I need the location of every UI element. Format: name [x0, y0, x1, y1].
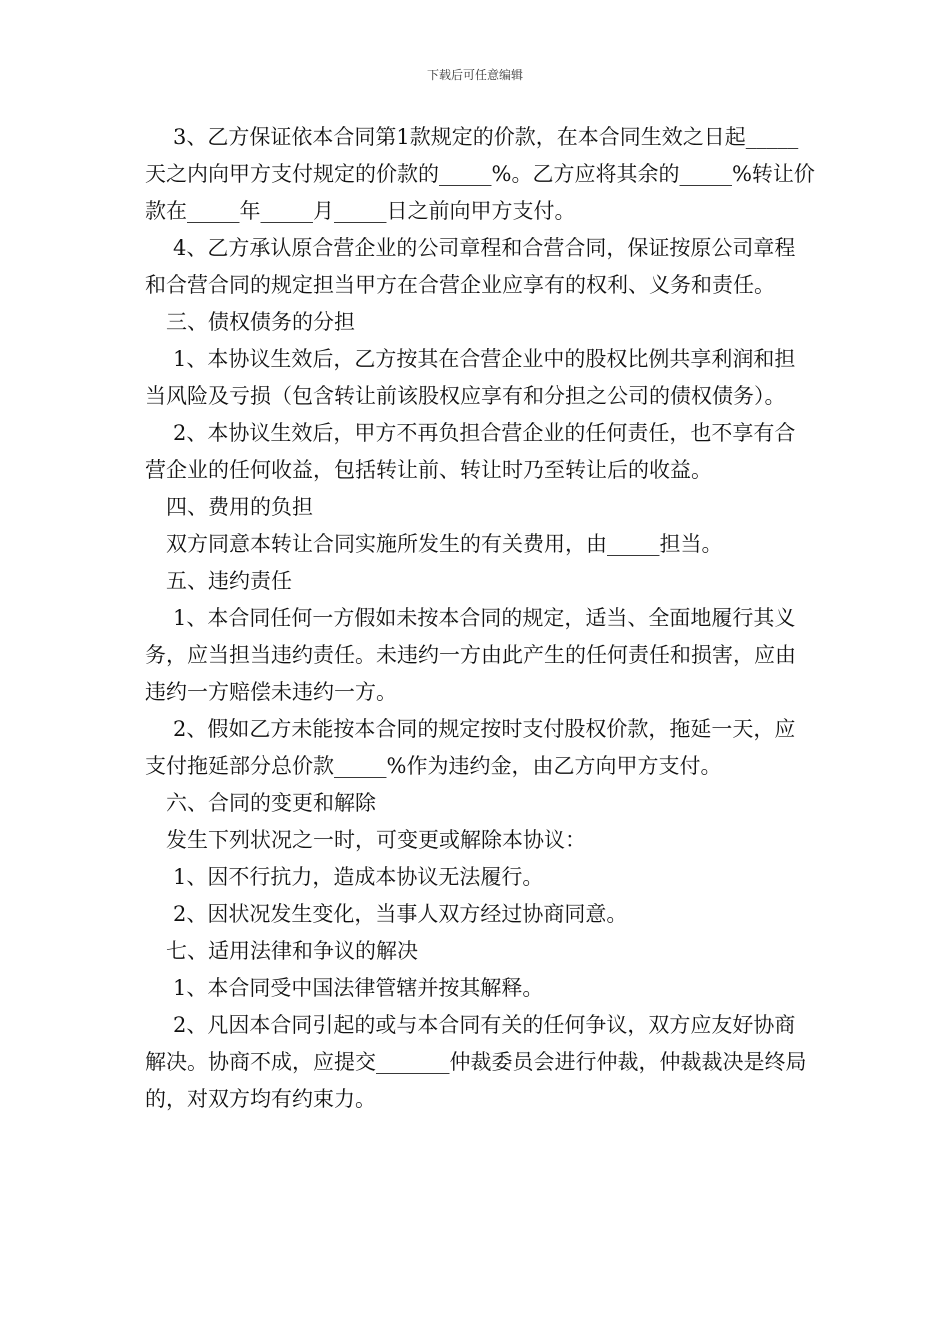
clause-paragraph: 3、乙方保证依本合同第1款规定的价款，在本合同生效之日起_____天之内向甲方支付规定的价款的_____%。乙方应将其余的_____%转让价款在_____年_____月_____日之前向甲方支付。: [145, 125, 815, 223]
clause-paragraph: 1、本合同任何一方假如未按本合同的规定，适当、全面地履行其义务，应当担当违约责任。未违约一方由此产生的任何责任和损害，应由违约一方赔偿未违约一方。: [145, 606, 796, 704]
section-heading: 五、违约责任: [166, 569, 292, 593]
clause-paragraph: 2、凡因本合同引起的或与本合同有关的任何争议，双方应友好协商解决。协商不成，应提交_______仲裁委员会进行仲裁，仲裁裁决是终局的，对双方均有约束力。: [145, 1013, 807, 1111]
section-heading: 七、适用法律和争议的解决: [166, 939, 418, 963]
page-header-note: 下载后可任意编辑: [426, 68, 523, 82]
clause-paragraph: 1、本协议生效后，乙方按其在合营企业中的股权比例共享利润和担当风险及亏损（包含转让前该股权应享有和分担之公司的债权债务）。: [145, 347, 796, 408]
clause-paragraph: 2、本协议生效后，甲方不再负担合营企业的任何责任，也不享有合营企业的任何收益，包括转让前、转让时乃至转让后的收益。: [145, 421, 796, 482]
clause-paragraph: 双方同意本转让合同实施所发生的有关费用，由_____担当。: [166, 532, 723, 556]
section-heading: 四、费用的负担: [166, 495, 313, 519]
section-heading: 六、合同的变更和解除: [166, 791, 376, 815]
section-heading: 三、债权债务的分担: [166, 310, 355, 334]
clause-paragraph: 发生下列状况之一时，可变更或解除本协议：: [166, 828, 586, 852]
clause-paragraph: 2、假如乙方未能按本合同的规定按时支付股权价款，拖延一天，应支付拖延部分总价款_____%作为违约金，由乙方向甲方支付。: [145, 717, 796, 778]
clause-paragraph: 4、乙方承认原合营企业的公司章程和合营合同，保证按原公司章程和合营合同的规定担当甲方在合营企业应享有的权利、义务和责任。: [145, 236, 796, 297]
document-body: [145, 119, 815, 1118]
clause-paragraph: 1、本合同受中国法律管辖并按其解释。: [173, 976, 544, 1000]
clause-paragraph: 2、因状况发生变化，当事人双方经过协商同意。: [173, 902, 628, 926]
clause-paragraph: 1、因不行抗力，造成本协议无法履行。: [173, 865, 544, 889]
